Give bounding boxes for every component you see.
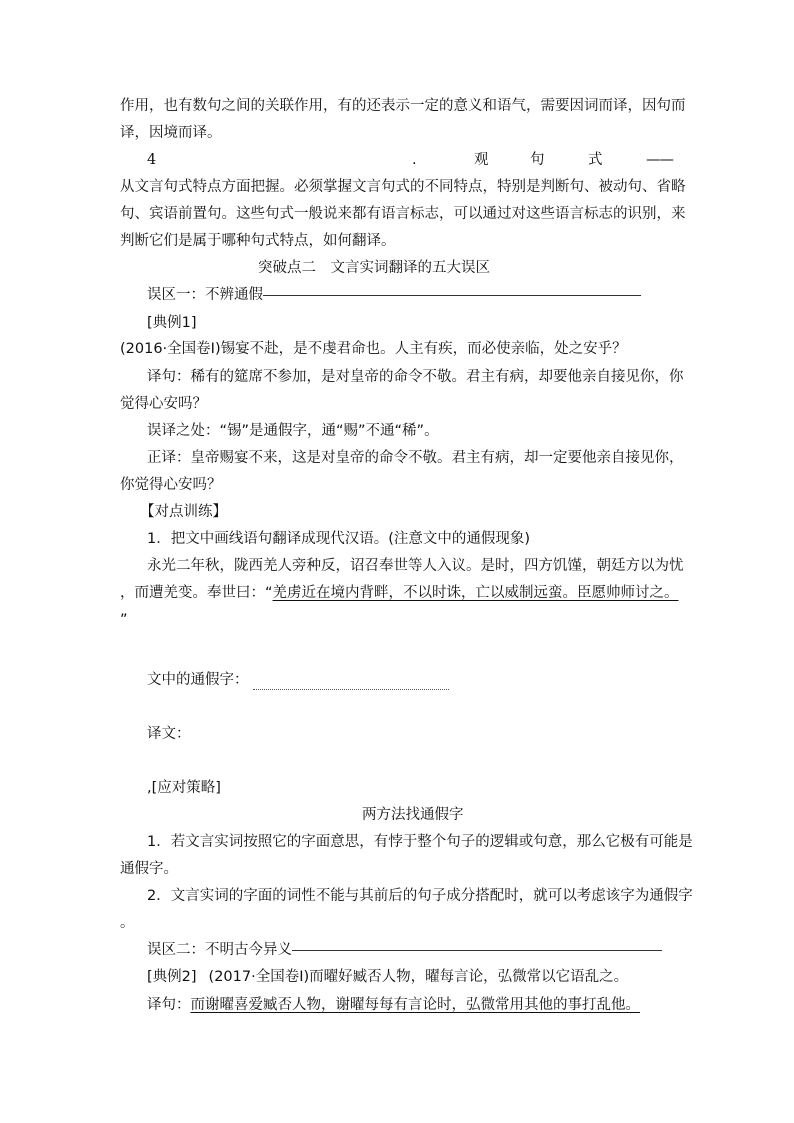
wrong-translation: 译句：稀有的筵席不参加，是对皇帝的命令不敬。君主有病，却要他亲自接见你，你 xyxy=(147,369,684,385)
example-source: (2016·全国卷Ⅰ)锡宴不赴，是不虔君命也。人主有疾，而必使亲临，处之安乎？ xyxy=(120,341,627,357)
underlined-sentence: 羌虏近在境内背畔，不以时诛，亡以威制远蛮。臣愿帅师讨之。 xyxy=(272,585,679,601)
heading-rule xyxy=(263,295,641,296)
translation-label: 译句： xyxy=(147,997,191,1013)
point-title-char: 式 xyxy=(588,152,603,168)
error-2-heading xyxy=(147,940,662,960)
example-label: [典例1] xyxy=(147,315,197,331)
strategy-title: 两方法找通假字 xyxy=(362,807,464,823)
point-dash: —— xyxy=(646,152,673,168)
tongjia-label: 文中的通假字： xyxy=(147,672,249,688)
strategy-item: 1．若文言实词按照它的字面意思，有悖于整个句子的逻辑或句意，那么它极有可能是 xyxy=(147,834,693,850)
tongjia-answer-line xyxy=(147,670,449,690)
translation-label: 译文： xyxy=(147,726,191,742)
point-title-char: 观 xyxy=(474,152,489,168)
strategy-item: 2．文言实词的字面的词性不能与其前后的句子成分搭配时，就可以考虑该字为通假字 xyxy=(147,888,693,904)
practice-question: 1．把文中画线语句翻译成现代汉语。(注意文中的通假现象) xyxy=(147,531,531,547)
strategy-item-cont: 。 xyxy=(120,915,135,931)
strategy-label: ,[应对策略] xyxy=(147,780,221,796)
point-number: 4 xyxy=(147,152,157,168)
error-1-heading xyxy=(147,285,641,305)
error-point: 误译之处：“锡”是通假字，通“赐”不通“稀”。 xyxy=(147,423,439,439)
paragraph-line: 判断它们是属于哪种句式特点，如何翻译。 xyxy=(120,233,396,249)
example-2-translation xyxy=(147,995,640,1015)
section-title: 突破点二 文言实词翻译的五大误区 xyxy=(258,260,490,276)
error-heading-text: 误区二：不明古今异义 xyxy=(147,942,292,958)
practice-text-end: ” xyxy=(120,612,128,628)
paragraph-line: 作用，也有数句之间的关联作用，有的还表示一定的意义和语气，需要因词而译，因句而 xyxy=(120,98,686,114)
correct-translation-cont: 你觉得心安吗？ xyxy=(120,477,222,493)
practice-text-plain: ，而遭羌变。奉世曰：“ xyxy=(120,585,273,601)
wrong-translation-cont: 觉得心安吗？ xyxy=(120,396,207,412)
error-heading-text: 误区一：不辨通假 xyxy=(147,287,263,303)
example-source: (2017·全国卷Ⅰ)而曜好臧否人物，曜每言论，弘微常以它语乱之。 xyxy=(208,969,629,985)
paragraph-line: 句、宾语前置句。这些句式一般说来都有语言标志，可以通过对这些语言标志的识别，来 xyxy=(120,206,686,222)
underlined-translation: 而谢曜喜爱臧否人物，谢曜每每有言论时，弘微常用其他的事打乱他。 xyxy=(190,997,640,1013)
paragraph-line: 译，因境而译。 xyxy=(120,125,222,141)
example-2-line xyxy=(147,967,628,987)
practice-heading: 【对点训练】 xyxy=(140,504,227,520)
correct-translation: 正译：皇帝赐宴不来，这是对皇帝的命令不敬。君主有病，却一定要他亲自接见你， xyxy=(147,450,684,466)
example-label: [典例2] xyxy=(147,969,197,985)
practice-text: 永光二年秋，陇西羌人旁种反，诏召奉世等人入议。是时，四方饥馑，朝廷方以为忧 xyxy=(147,558,684,574)
point-dot: . xyxy=(412,152,417,168)
strategy-item-cont: 通假字。 xyxy=(120,861,178,877)
answer-blank[interactable] xyxy=(253,675,449,690)
paragraph-line: 从文言句式特点方面把握。必须掌握文言句式的不同特点，特别是判断句、被动句、省略 xyxy=(120,179,686,195)
practice-text-line xyxy=(120,583,679,603)
heading-rule xyxy=(292,950,662,951)
point-title-char: 句 xyxy=(530,152,545,168)
